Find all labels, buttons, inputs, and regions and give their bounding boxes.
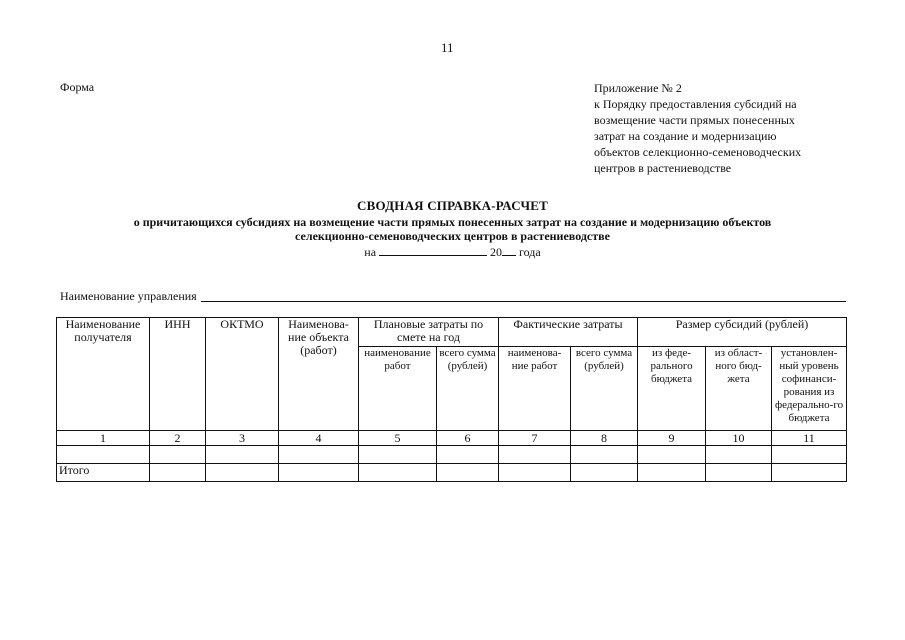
header-regional: из област-ного бюд-жета <box>706 347 772 431</box>
table-cell[interactable] <box>772 446 847 464</box>
year-prefix: 20 <box>490 245 503 259</box>
header-subsidy: Размер субсидий (рублей) <box>638 318 847 347</box>
column-number: 11 <box>772 431 847 446</box>
table-cell[interactable] <box>359 464 437 482</box>
table-cell[interactable] <box>437 446 499 464</box>
appendix-line: объектов селекционно-семеноводческих <box>594 145 802 159</box>
date-blank-field[interactable] <box>379 244 487 256</box>
column-number: 4 <box>279 431 359 446</box>
appendix-line: к Порядку предоставления субсидий на <box>594 97 797 111</box>
header-inn: ИНН <box>150 318 206 431</box>
appendix-line: Приложение № 2 <box>594 81 682 95</box>
column-number: 9 <box>638 431 706 446</box>
column-number-row <box>57 431 847 446</box>
table-cell[interactable] <box>706 464 772 482</box>
appendix-line: затрат на создание и модернизацию <box>594 129 777 143</box>
page-number: 11 <box>441 40 454 55</box>
total-label: Итого <box>57 464 150 482</box>
appendix-line: возмещение части прямых понесенных <box>594 113 795 127</box>
table-cell[interactable] <box>437 464 499 482</box>
date-prefix: на <box>364 245 377 259</box>
table-cell[interactable] <box>571 464 638 482</box>
table-header-row <box>57 318 847 347</box>
header-planned: Плановые затраты по смете на год <box>359 318 499 347</box>
header-object: Наименова-ние объекта (работ) <box>279 318 359 431</box>
management-blank-field[interactable] <box>201 290 846 302</box>
column-number: 6 <box>437 431 499 446</box>
column-number: 2 <box>150 431 206 446</box>
appendix-block <box>594 80 801 176</box>
document-subtitle <box>40 215 865 243</box>
column-number: 10 <box>706 431 772 446</box>
header-actual-name: наименова-ние работ <box>499 347 571 431</box>
header-recipient: Наименование получателя <box>57 318 150 431</box>
table-cell[interactable] <box>772 464 847 482</box>
header-cofinancing: установлен-ный уровень софинанси-рования из федерально-го бюджета <box>772 347 847 431</box>
column-number: 8 <box>571 431 638 446</box>
table-cell[interactable] <box>279 446 359 464</box>
table-cell[interactable] <box>638 446 706 464</box>
table-cell[interactable] <box>150 464 206 482</box>
form-label: Форма <box>60 80 95 94</box>
subtitle-line-2: селекционно-семеноводческих центров в растениеводстве <box>295 229 610 243</box>
table-cell[interactable] <box>499 464 571 482</box>
table-cell[interactable] <box>206 446 279 464</box>
subtitle-line-1: о причитающихся субсидиях на возмещение части прямых понесенных затрат на создание и модернизацию объектов <box>133 215 772 229</box>
column-number: 5 <box>359 431 437 446</box>
table-cell[interactable] <box>359 446 437 464</box>
table-cell[interactable] <box>571 446 638 464</box>
header-federal: из феде-рального бюджета <box>638 347 706 431</box>
column-number: 7 <box>499 431 571 446</box>
table-row <box>57 446 847 464</box>
management-label: Наименование управления <box>60 289 197 303</box>
table-cell[interactable] <box>206 464 279 482</box>
header-planned-name: наименование работ <box>359 347 437 431</box>
table-cell[interactable] <box>150 446 206 464</box>
date-line <box>40 244 865 260</box>
document-title: СВОДНАЯ СПРАВКА-РАСЧЕТ <box>357 198 548 213</box>
column-number: 1 <box>57 431 150 446</box>
header-planned-total: всего сумма (рублей) <box>437 347 499 431</box>
header-oktmo: ОКТМО <box>206 318 279 431</box>
column-number: 3 <box>206 431 279 446</box>
appendix-line: центров в растениеводстве <box>594 161 732 175</box>
table-cell[interactable] <box>706 446 772 464</box>
table-cell[interactable] <box>499 446 571 464</box>
subsidy-table <box>56 317 847 482</box>
management-row <box>60 289 846 304</box>
header-actual: Фактические затраты <box>499 318 638 347</box>
header-actual-total: всего сумма (рублей) <box>571 347 638 431</box>
year-blank-field[interactable] <box>502 244 516 256</box>
table-cell[interactable] <box>279 464 359 482</box>
table-cell[interactable] <box>57 446 150 464</box>
table-cell[interactable] <box>638 464 706 482</box>
date-suffix: года <box>519 245 541 259</box>
total-row <box>57 464 847 482</box>
